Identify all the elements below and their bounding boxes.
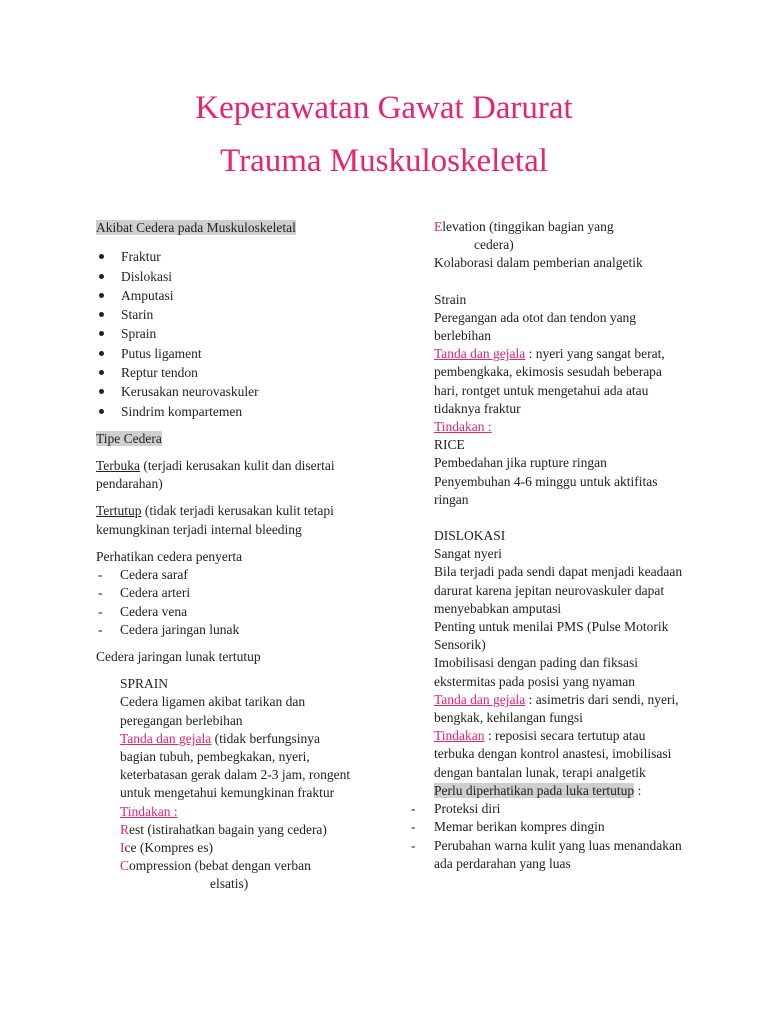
strain-tindakan-pembedahan: Pembedahan jika rupture ringan xyxy=(434,455,607,471)
akibat-list xyxy=(96,247,352,421)
left-column xyxy=(96,219,352,894)
list-item: Putus ligament xyxy=(96,344,352,363)
list-item: - Proteksi diri xyxy=(434,800,684,818)
sprain-tindakan-label: Tindakan : xyxy=(120,803,178,819)
sprain-heading: SPRAIN xyxy=(120,676,169,692)
dislokasi-tanda: Tanda dan gejala : asimetris dari sendi, nyeri, bengkak, kehilangan fungsi xyxy=(434,691,679,726)
sprain-description: Cedera ligamen akibat tarikan dan peregangan berlebihan xyxy=(120,694,306,728)
dislokasi-line: Bila terjadi pada sendi dapat menjadi keadaan darurat karena jepitan neurovaskuler dapat menyebabkan amputasi xyxy=(434,564,683,616)
document-subtitle: Trauma Muskuloskeletal xyxy=(220,143,548,179)
terbuka-paragraph: Terbuka (terjadi kerusakan kulit dan disertai pendarahan) xyxy=(96,458,335,492)
strain-tindakan-label: Tindakan : xyxy=(434,419,492,435)
penyerta-list xyxy=(96,566,352,639)
strain-description: Peregangan ada otot dan tendon yang berlebihan xyxy=(434,309,637,344)
list-item: - Cedera saraf xyxy=(96,566,352,584)
list-item: Fraktur xyxy=(96,247,352,266)
tipe-heading: Tipe Cedera xyxy=(96,430,162,446)
dislokasi-tindakan: Tindakan : reposisi secara tertutup atau terbuka dengan kontrol anastesi, imobilisasi dengan bantalan lunak, terapi analgetik xyxy=(434,728,672,780)
kolaborasi-line: Kolaborasi dalam pemberian analgetik xyxy=(434,255,643,271)
list-item: Sprain xyxy=(96,324,352,343)
list-item: - Cedera vena xyxy=(96,603,352,621)
strain-tindakan-penyembuhan: Penyembuhan 4-6 minggu untuk aktifitas ringan xyxy=(434,473,658,507)
right-column xyxy=(434,218,684,873)
tertutup-paragraph: Tertutup (tidak terjadi kerusakan kulit tetapi kemungkinan terjadi internal bleeding xyxy=(96,503,334,537)
rice-compression-cont: elsatis) xyxy=(210,876,249,892)
dislokasi-line: Penting untuk menilai PMS (Pulse Motorik Sensorik) xyxy=(434,619,669,653)
dislokasi-line: Imobilisasi dengan pading dan fiksasi ekstermitas pada posisi yang nyaman xyxy=(434,655,638,689)
dislokasi-line: Sangat nyeri xyxy=(434,546,502,562)
list-item: Amputasi xyxy=(96,286,352,305)
rice-ice: Ice (Kompres es) xyxy=(120,839,213,855)
dislokasi-heading: DISLOKASI xyxy=(434,528,506,544)
list-item: - Cedera arteri xyxy=(96,584,352,602)
list-item: - Memar berikan kompres dingin xyxy=(434,818,684,836)
list-item: Sindrim kompartemen xyxy=(96,402,352,421)
list-item: Dislokasi xyxy=(96,267,352,286)
document-title: Keperawatan Gawat Darurat xyxy=(195,90,573,126)
strain-tanda: Tanda dan gejala : nyeri yang sangat berat, pembengkaka, ekimosis sesudah beberapa hari, rontget untuk mengetahui ada atau tidaknya fraktur xyxy=(434,346,665,416)
list-item: - Cedera jaringan lunak xyxy=(96,621,352,639)
rice-rest: Rest (istirahatkan bagain yang cedera) xyxy=(120,821,327,837)
list-item: - Perubahan warna kulit yang luas menandakan ada perdarahan yang luas xyxy=(434,837,684,873)
perlu-list xyxy=(434,800,684,873)
perlu-heading: Perlu diperhatikan pada luka tertutup : xyxy=(434,782,642,798)
sprain-section xyxy=(96,675,352,893)
penyerta-heading: Perhatikan cedera penyerta xyxy=(96,548,243,564)
strain-tindakan-rice: RICE xyxy=(434,437,465,453)
sprain-tanda: Tanda dan gejala (tidak berfungsinya bagian tubuh, pembegkakan, nyeri, keterbatasan gerak dalam 2-3 jam, rongent untuk mengetahui kemungkinan fraktur xyxy=(120,730,351,801)
jaringan-heading: Cedera jaringan lunak tertutup xyxy=(96,648,261,664)
strain-heading: Strain xyxy=(434,291,467,307)
list-item: Reptur tendon xyxy=(96,363,352,382)
rice-compression: Compression (bebat dengan verban xyxy=(120,858,311,874)
list-item: Starin xyxy=(96,305,352,324)
akibat-heading: Akibat Cedera pada Muskuloskeletal xyxy=(96,220,296,235)
rice-elevation-cont: cedera) xyxy=(474,237,514,253)
rice-elevation: Elevation (tinggikan bagian yang xyxy=(434,219,614,234)
list-item: Kerusakan neurovaskuler xyxy=(96,382,352,401)
